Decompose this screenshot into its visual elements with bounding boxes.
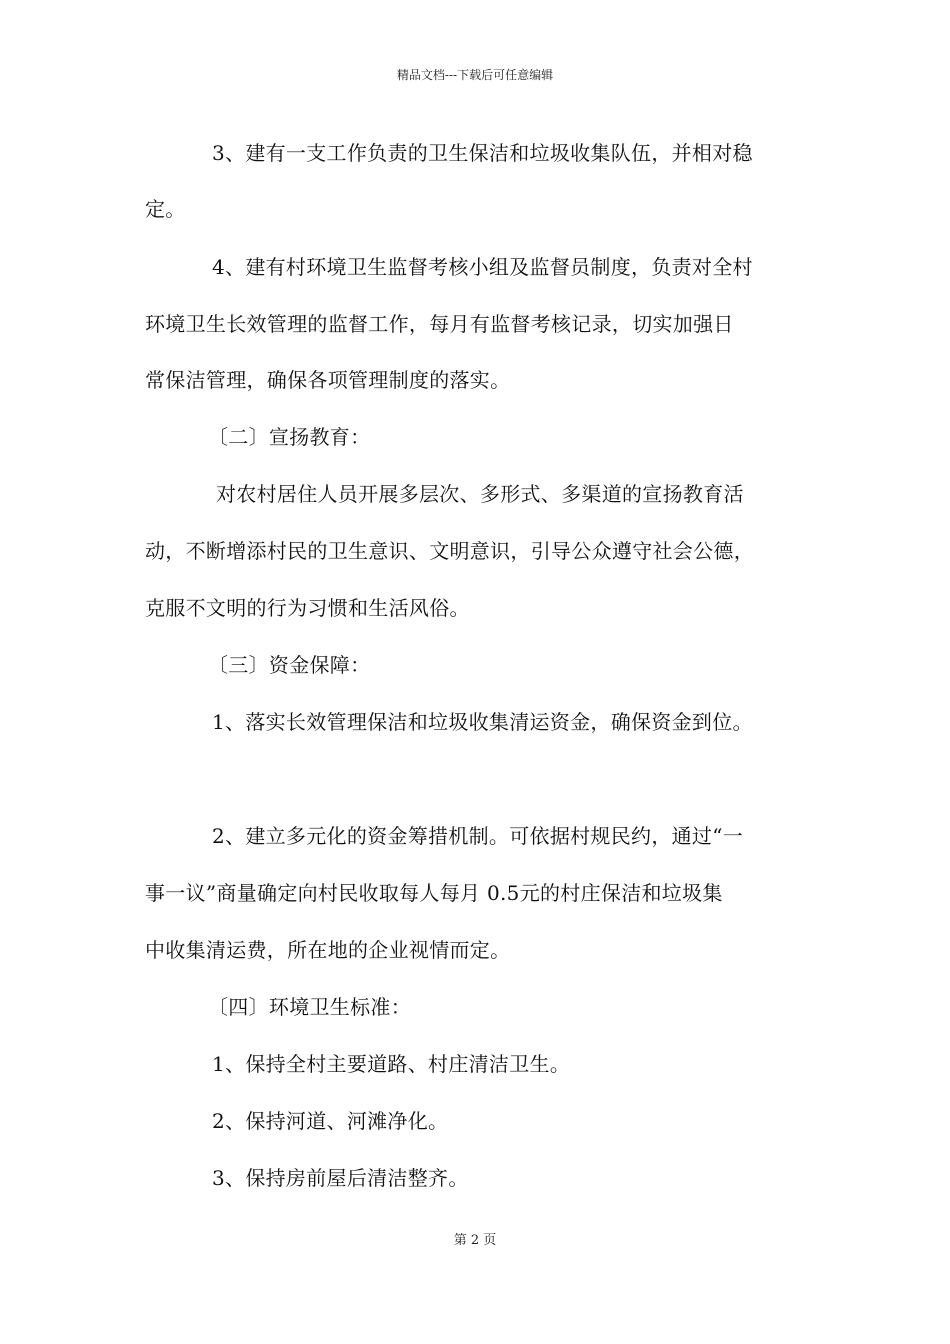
paragraph-line: 动，不断增添村民的卫生意识、文明意识，引导公众遵守社会公德， — [145, 539, 754, 563]
paragraph-line: 常保洁管理，确保各项管理制度的落实。 — [145, 368, 511, 392]
paragraph-line: 3、保持房前屋后清洁整齐。 — [212, 1166, 469, 1190]
paragraph-line: 4、建有村环境卫生监督考核小组及监督员制度，负责对全村 — [212, 255, 753, 279]
section-heading: 〔三〕资金保障： — [208, 653, 371, 677]
paragraph-line: 对农村居住人员开展多层次、多形式、多渠道的宣扬教育活 — [216, 482, 744, 506]
paragraph-line: 2、建立多元化的资金筹措机制。可依据村规民约，通过“一 — [212, 824, 744, 848]
paragraph-line: 3、建有一支工作负责的卫生保洁和垃圾收集队伍，并相对稳 — [212, 141, 753, 165]
paragraph-line: 1、保持全村主要道路、村庄清洁卫生。 — [212, 1052, 571, 1076]
paragraph-line: 1、落实长效管理保洁和垃圾收集清运资金，确保资金到位。 — [212, 710, 753, 734]
section-heading: 〔二〕宣扬教育： — [208, 425, 371, 449]
paragraph-line: 事一议”商量确定向村民收取每人每月 0.5元的村庄保洁和垃圾集 — [145, 881, 723, 905]
paragraph-line: 环境卫生长效管理的监督工作，每月有监督考核记录，切实加强日 — [145, 312, 734, 336]
section-heading: 〔四〕环境卫生标准： — [208, 995, 411, 1019]
paragraph-line: 克服不文明的行为习惯和生活风俗。 — [145, 596, 470, 620]
page-header: 精品文档---下载后可任意编辑 — [396, 68, 554, 82]
page-footer: 第 2 页 — [453, 1233, 497, 1248]
paragraph-line: 中收集清运费，所在地的企业视情而定。 — [145, 938, 511, 962]
paragraph-line: 定。 — [145, 197, 186, 221]
paragraph-line: 2、保持河道、河滩净化。 — [212, 1109, 449, 1133]
